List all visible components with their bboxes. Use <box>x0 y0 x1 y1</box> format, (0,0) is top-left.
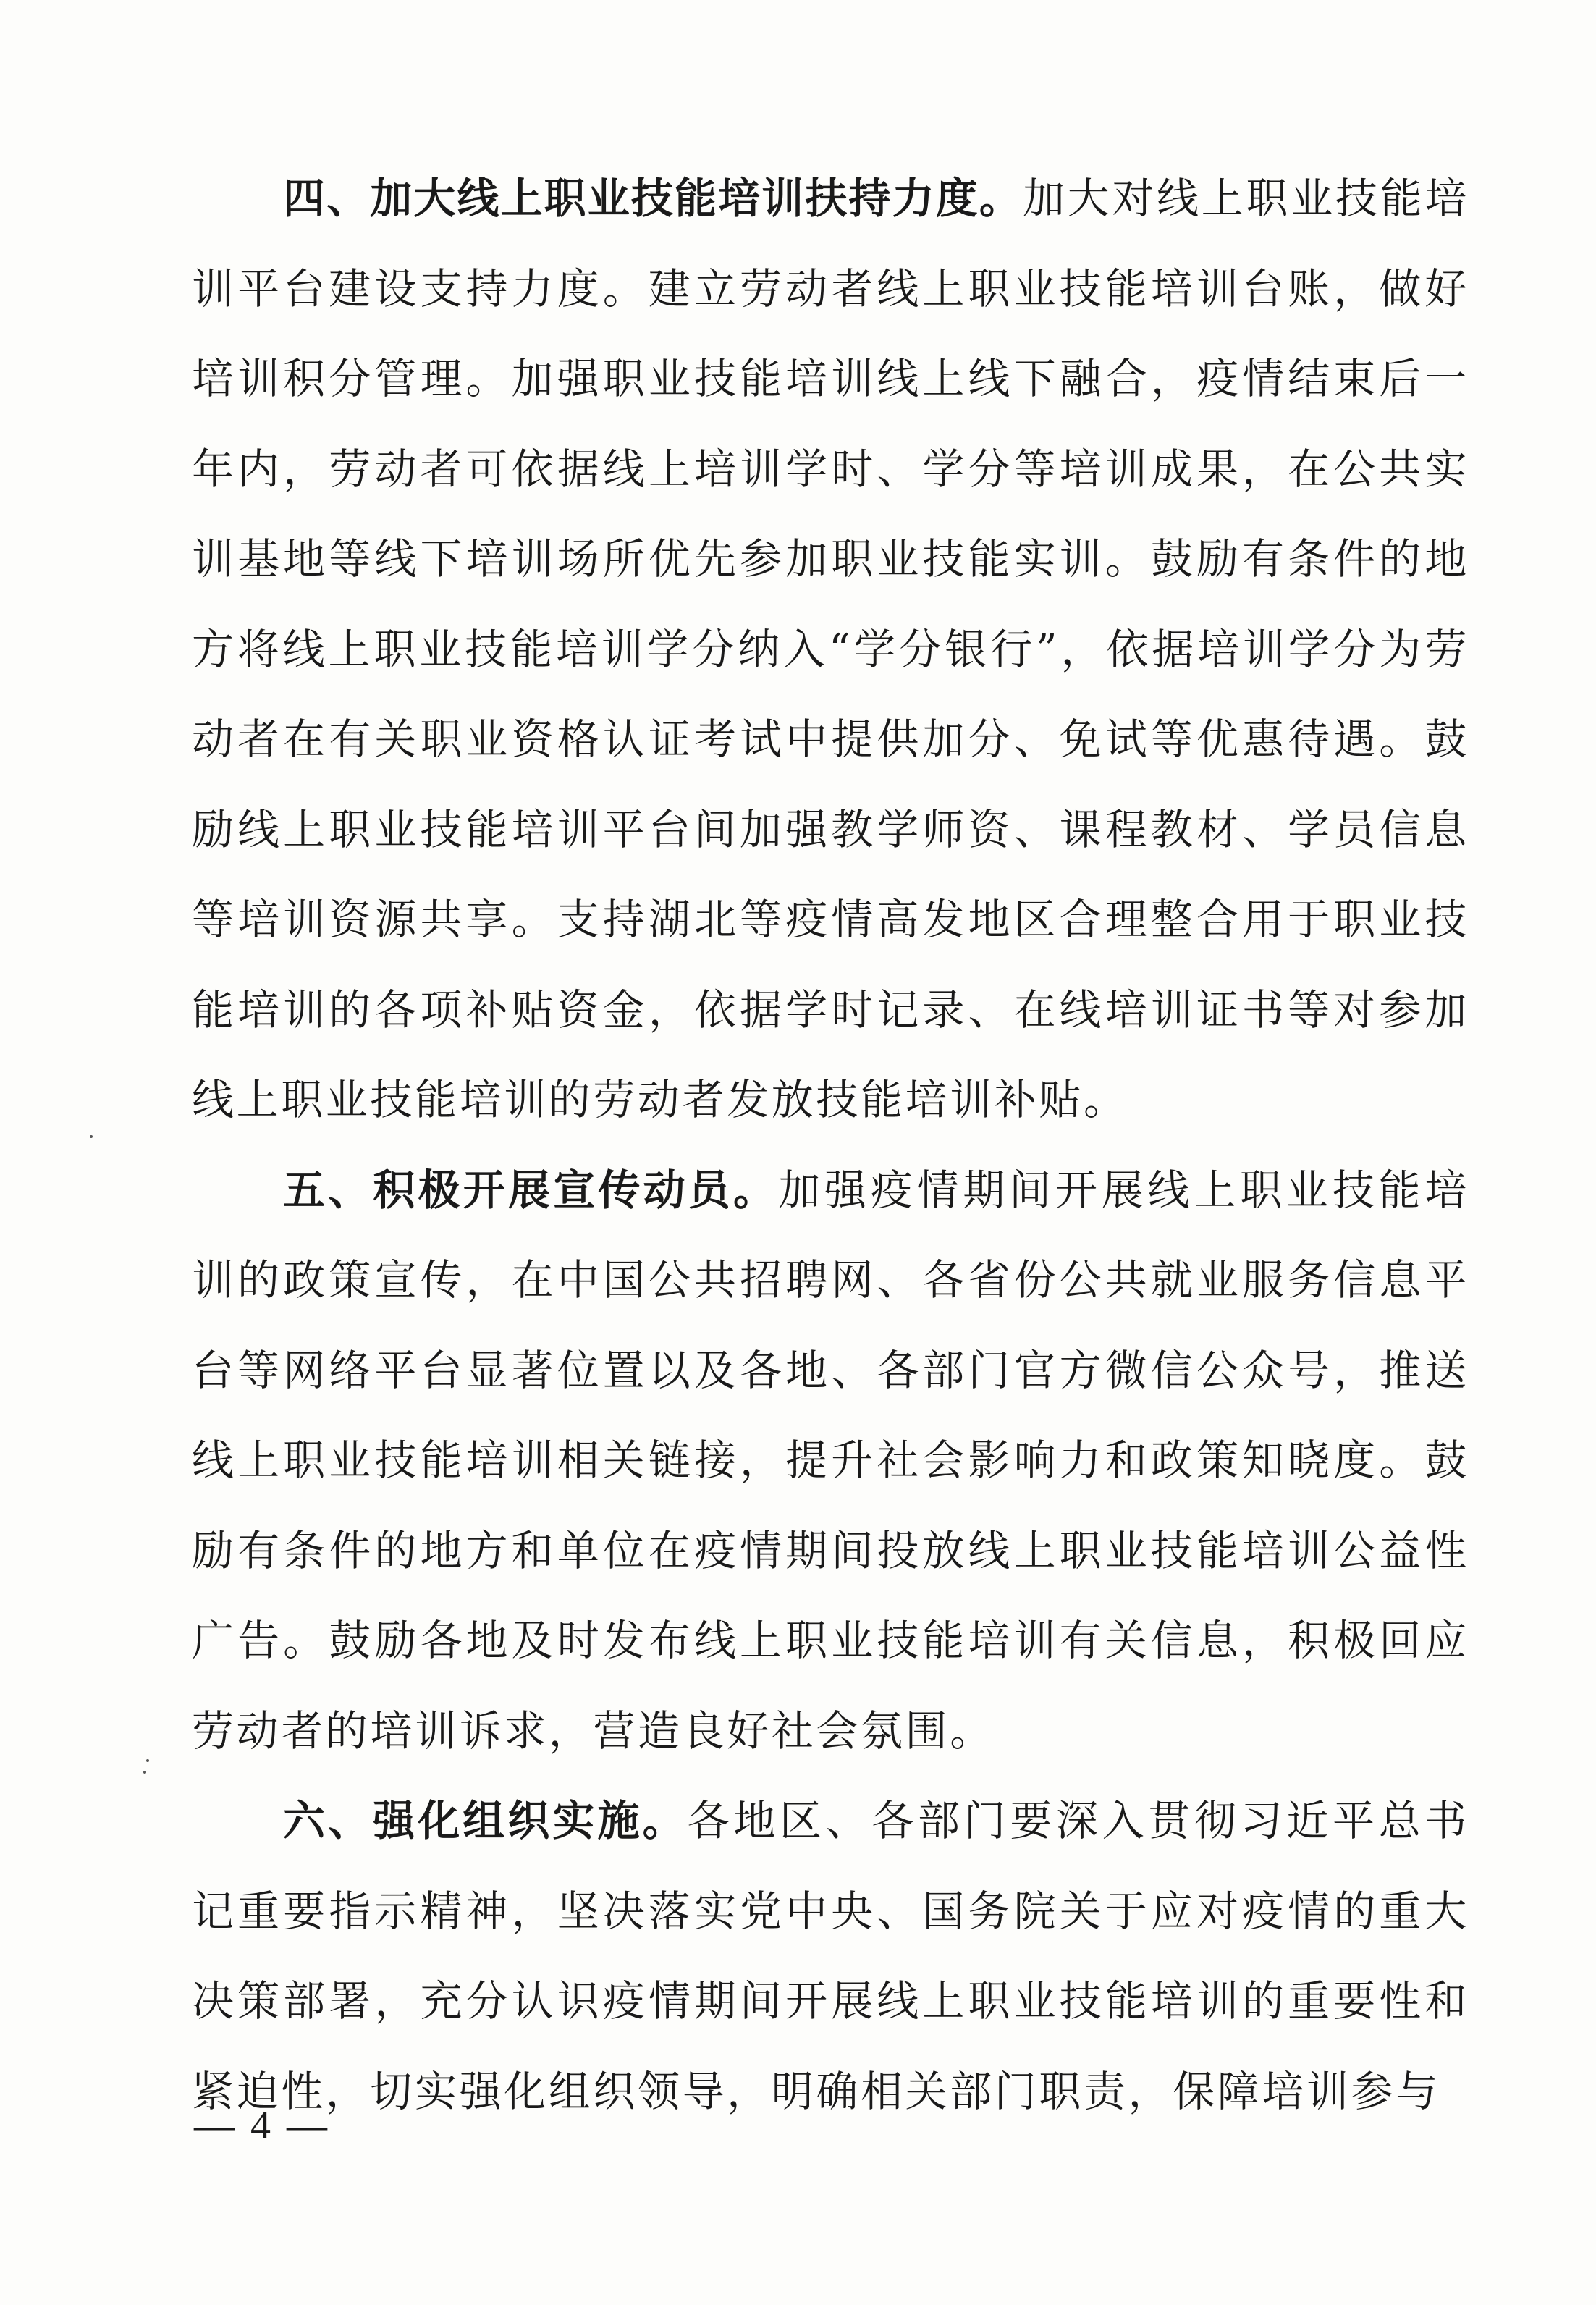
paragraph-text: 各地区、各部门要深入贯彻习近平总书记重要指示精神，坚决落实党中央、国务院关于应对疫情的重大决策部署，充分认识疫情期间开展线上职业技能培训的重要性和紧迫性，切实强化组织领导，明确相关部门职责，保障培训参与 <box>192 1796 1469 2116</box>
paragraph-heading: 五、积极开展宣传动员。 <box>283 1165 779 1215</box>
paragraph-4-online-training-support <box>192 153 1469 1145</box>
paragraph-heading: 六、强化组织实施。 <box>283 1796 688 1845</box>
document-body <box>192 153 1469 2136</box>
scan-speck <box>146 1759 149 1762</box>
page-number: — 4 — <box>194 2103 330 2148</box>
scan-speck <box>143 1771 146 1774</box>
paragraph-text: 加强疫情期间开展线上职业技能培训的政策宣传，在中国公共招聘网、各省份公共就业服务信息平台等网络平台显著位置以及各地、各部门官方微信公众号，推送线上职业技能培训相关链接，提升社会影响力和政策知晓度。鼓励有条件的地方和单位在疫情期间投放线上职业技能培训公益性广告。鼓励各地及时发布线上职业技能培训有关信息，积极回应劳动者的培训诉求，营造良好社会氛围。 <box>192 1165 1469 1756</box>
paragraph-6-implementation <box>192 1776 1469 2136</box>
paragraph-heading: 四、加大线上职业技能培训扶持力度。 <box>283 174 1023 223</box>
paragraph-text: 加大对线上职业技能培训平台建设支持力度。建立劳动者线上职业技能培训台账，做好培训积分管理。加强职业技能培训线上线下融合，疫情结束后一年内，劳动者可依据线上培训学时、学分等培训成果，在公共实训基地等线下培训场所优先参加职业技能实训。鼓励有条件的地方将线上职业技能培训学分纳入“学分银行”，依据培训学分为劳动者在有关职业资格认证考试中提供加分、免试等优惠待遇。鼓励线上职业技能培训平台间加强教学师资、课程教材、学员信息等培训资源共享。支持湖北等疫情高发地区合理整合用于职业技能培训的各项补贴资金，依据学时记录、在线培训证书等对参加线上职业技能培训的劳动者发放技能培训补贴。 <box>192 174 1469 1124</box>
scan-speck <box>90 1135 93 1138</box>
paragraph-5-publicity <box>192 1145 1469 1777</box>
